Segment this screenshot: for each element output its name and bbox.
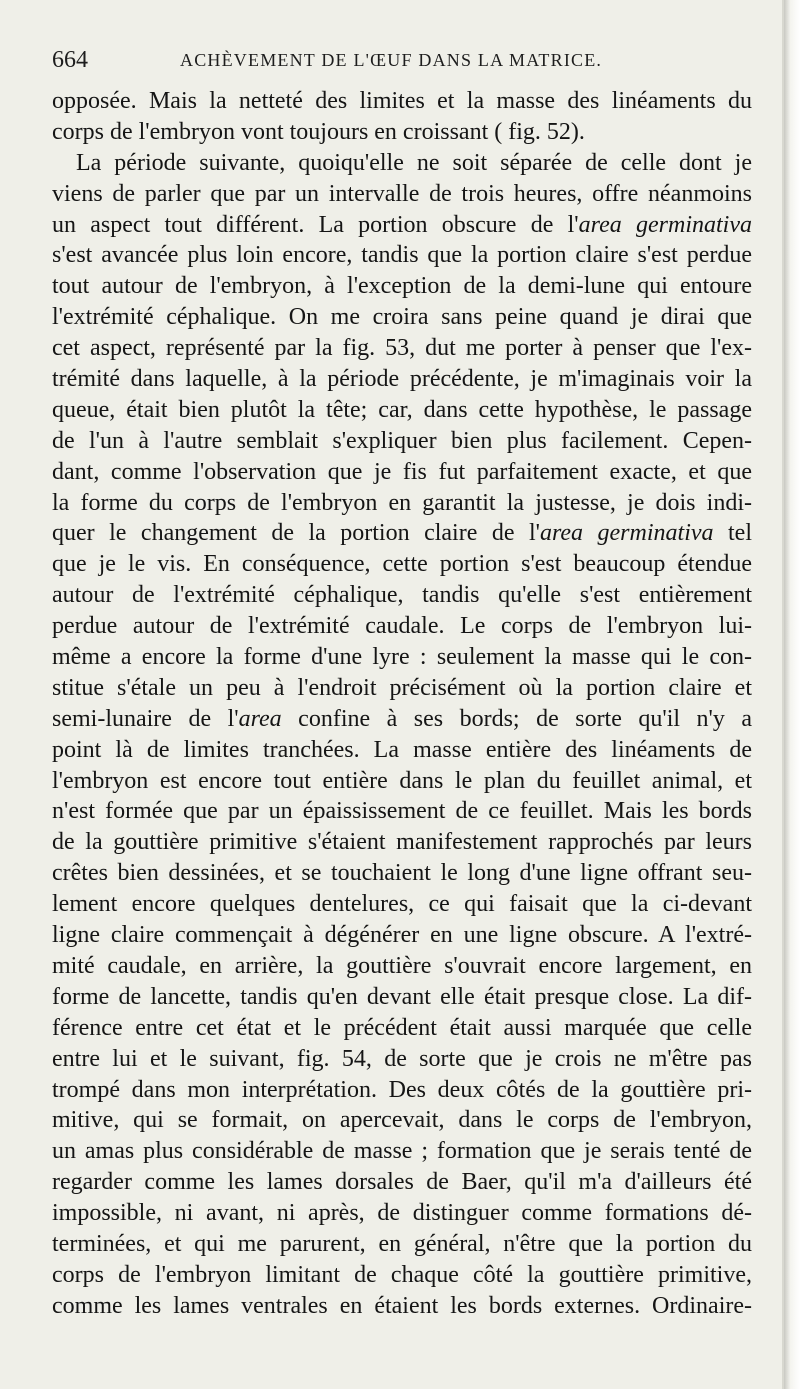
running-title: ACHÈVEMENT DE L'ŒUF DANS LA MATRICE. [180,50,603,70]
text-line: l'embryon est encore tout entière dans le plan du feuillet animal, et [52,767,752,794]
text-line: dant, comme l'observation que je fis fut parfaitement exacte, et que [52,458,752,485]
text-line: l'extrémité céphalique. On me croira sans peine quand je dirai que [52,304,752,331]
text-line: ligne claire commençait à dégénérer en une ligne obscure. A l'extré- [52,922,752,949]
text-line: crêtes bien dessinées, et se touchaient le long d'une ligne offrant seu- [52,860,752,887]
text-line: corps de l'embryon vont toujours en croissant ( fig. 52). [52,118,585,145]
text-line [52,210,752,241]
text-line: perdue autour de l'extrémité caudale. Le corps de l'embryon lui- [52,613,752,640]
text-line [52,518,752,549]
text-line: terminées, et qui me parurent, en général, n'être que la portion du [52,1230,752,1257]
text-line: que je le vis. En conséquence, cette portion s'est beaucoup étendue [52,551,752,578]
text-run: semi-lunaire de l' [52,705,239,732]
page-number: 664 [52,47,88,73]
text-line: forme de lancette, tandis qu'en devant elle était presque close. La dif- [52,983,752,1010]
page-header [52,42,752,78]
text-line: autour de l'extrémité céphalique, tandis qu'elle s'est entièrement [52,582,752,609]
italic-term: area germinativa [578,211,753,238]
text-line: impossible, ni avant, ni après, de distinguer comme formations dé- [52,1200,752,1227]
text-line: La période suivante, quoiqu'elle ne soit séparée de celle dont je [76,149,752,176]
text-line: mité caudale, en arrière, la gouttière s'ouvrait encore largement, en [52,952,752,979]
text-line: cet aspect, représenté par la fig. 53, dut me porter à penser que l'ex- [52,335,752,362]
text-line: même a encore la forme d'une lyre : seulement la masse qui le con- [52,644,752,671]
text-line: mitive, qui se formait, on apercevait, dans le corps de l'embryon, [52,1107,752,1134]
text-line: regarder comme les lames dorsales de Baer, qu'il m'a d'ailleurs été [52,1169,752,1196]
italic-term: area germinativa [539,520,714,547]
text-line: tout autour de l'embryon, à l'exception de la demi-lune qui entoure [52,273,752,300]
text-run: quer le changement de la portion claire de l' [52,520,540,547]
body-text [52,86,752,1322]
text-line: de l'un à l'autre semblait s'expliquer bien plus facilement. Cepen- [52,427,752,454]
text-line [52,704,752,735]
text-run: confine à ses bords; de sorte qu'il n'y a [281,705,752,732]
text-run: tel [713,520,752,547]
text-line: stitue s'étale un peu à l'endroit précisément où la portion claire et [52,674,752,701]
text-line: s'est avancée plus loin encore, tandis que la portion claire s'est perdue [52,242,752,269]
text-run: un aspect tout différent. La portion obscure de l' [52,211,579,238]
text-line: viens de parler que par un intervalle de trois heures, offre néanmoins [52,180,752,207]
text-line: corps de l'embryon limitant de chaque côté la gouttière primitive, [52,1261,752,1288]
text-line: queue, était bien plutôt la tête; car, dans cette hypothèse, le passage [52,396,752,423]
text-line: un amas plus considérable de masse ; formation que je serais tenté de [52,1138,752,1165]
text-line: de la gouttière primitive s'étaient manifestement rapprochés par leurs [52,829,752,856]
text-line: comme les lames ventrales en étaient les bords externes. Ordinaire- [52,1292,752,1319]
italic-term: area [238,705,282,732]
text-line: férence entre cet état et le précédent était aussi marquée que celle [52,1014,752,1041]
page-edge [784,0,800,1389]
text-line: n'est formée que par un épaississement de ce feuillet. Mais les bords [52,798,752,825]
text-line: opposée. Mais la netteté des limites et la masse des linéaments du [52,88,752,114]
text-line: la forme du corps de l'embryon en garantit la justesse, je dois indi- [52,489,752,516]
text-line: entre lui et le suivant, fig. 54, de sorte que je crois ne m'être pas [52,1045,752,1072]
text-line: lement encore quelques dentelures, ce qui faisait que la ci-devant [52,891,752,918]
text-line: trémité dans laquelle, à la période précédente, je m'imaginais voir la [52,366,752,393]
text-line: point là de limites tranchées. La masse entière des linéaments de [52,736,752,763]
text-line: trompé dans mon interprétation. Des deux côtés de la gouttière pri- [52,1076,752,1103]
